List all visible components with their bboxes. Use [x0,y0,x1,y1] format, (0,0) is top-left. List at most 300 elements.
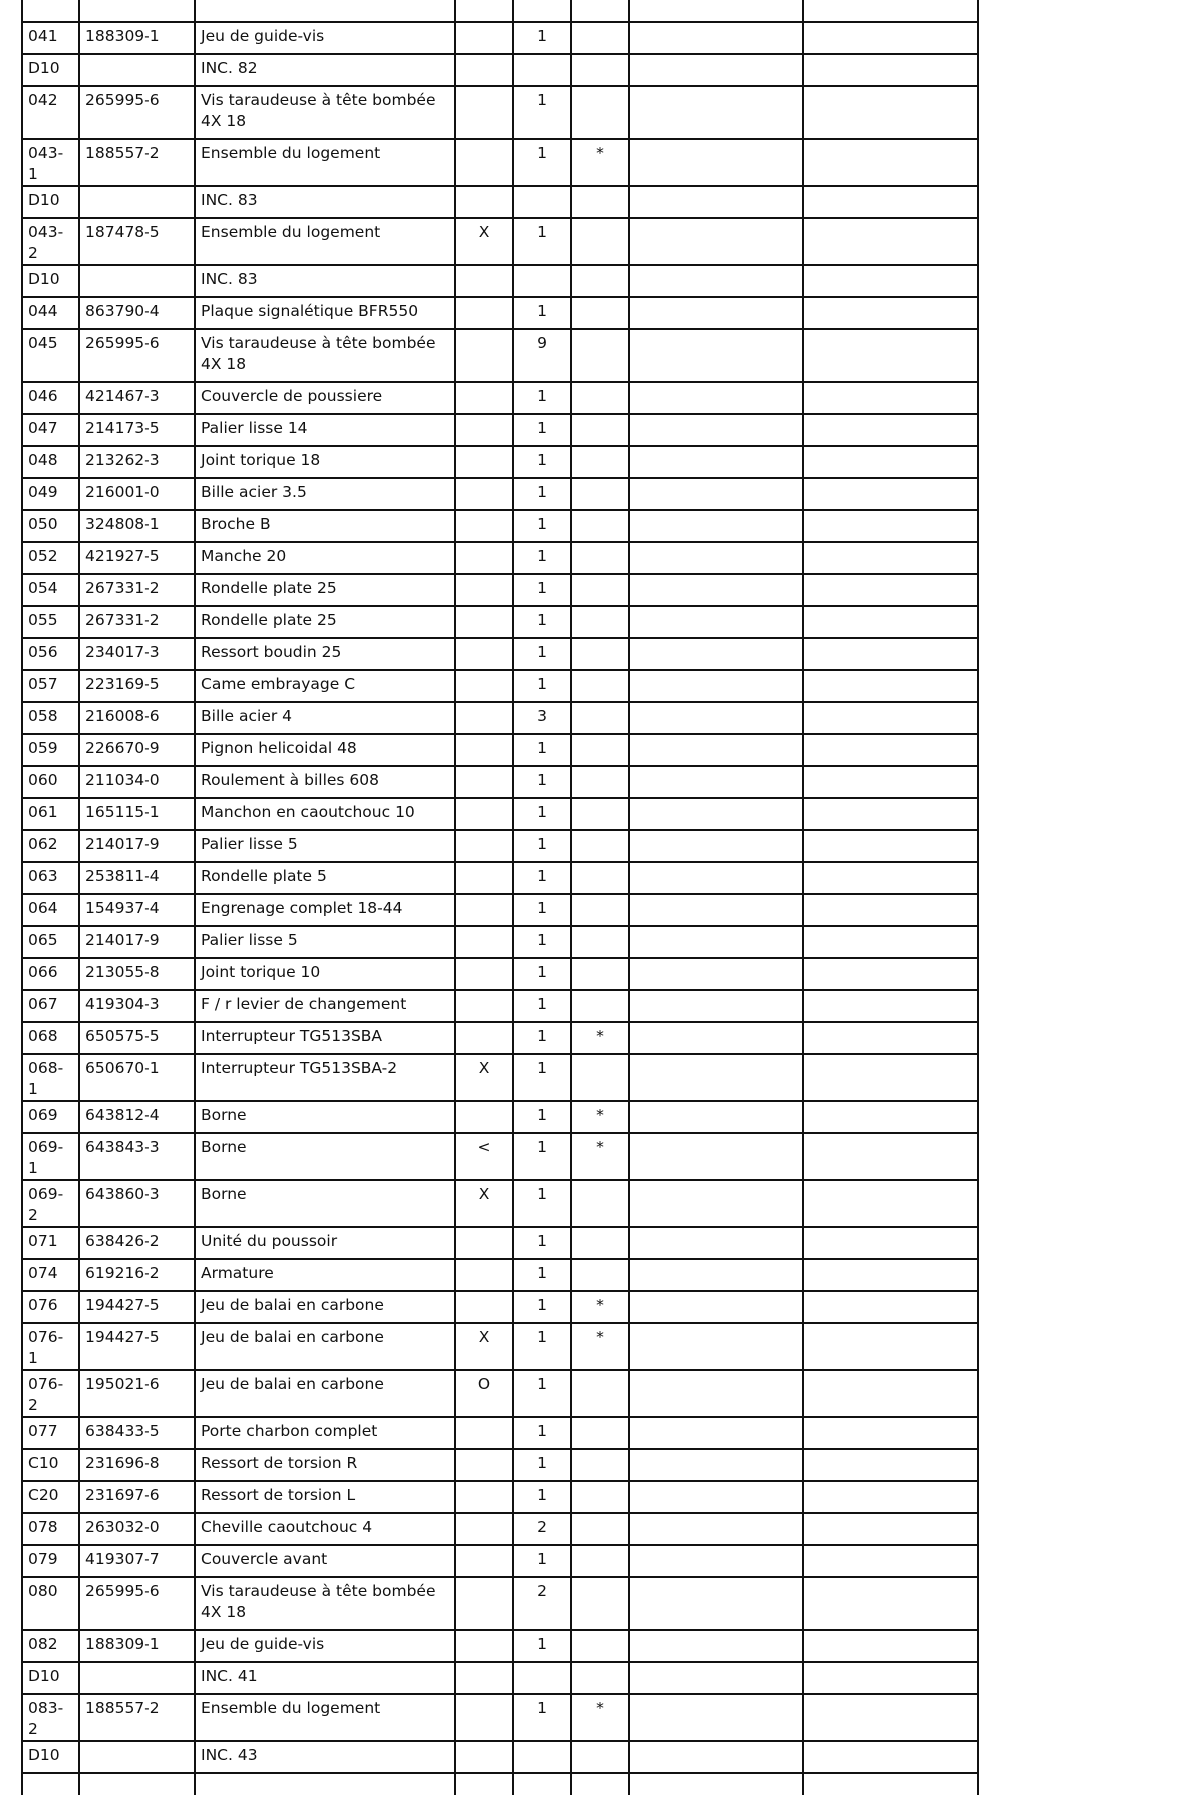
note-cell [629,798,803,830]
part-number-cell: 638433-5 [79,1417,195,1449]
quantity-cell: 1 [513,1694,571,1741]
mark-cell [455,798,513,830]
part-number-cell: 188557-2 [79,1694,195,1741]
quantity-cell: 1 [513,926,571,958]
description-cell: Jeu de balai en carbone [195,1370,455,1417]
mark-cell [455,1259,513,1291]
note-cell [629,54,803,86]
note-cell [803,329,978,382]
table-row [22,1449,978,1481]
mark-cell [455,1662,513,1694]
description-cell: INC. 43 [195,1741,455,1773]
part-number-cell: 265995-6 [79,329,195,382]
part-number-cell: 643843-3 [79,1133,195,1180]
note-cell [803,1694,978,1741]
note-cell [803,1545,978,1577]
note-cell [803,1101,978,1133]
parts-list-sheet [21,0,977,1795]
part-number-cell: 187478-5 [79,218,195,265]
part-number-cell: 267331-2 [79,574,195,606]
parts-table-body [22,0,978,1795]
mark-cell [455,1694,513,1741]
table-row [22,478,978,510]
note-cell [803,1513,978,1545]
part-number-cell: 863790-4 [79,297,195,329]
flag-cell [571,478,629,510]
item-number-cell: 076 [22,1291,79,1323]
table-row [22,22,978,54]
quantity-cell [513,265,571,297]
table-row [22,542,978,574]
description-cell: Rondelle plate 5 [195,862,455,894]
mark-cell [455,86,513,139]
note-cell [629,1323,803,1370]
item-number-cell: D10 [22,265,79,297]
item-number-cell: 069 [22,1101,79,1133]
description-cell: Bille acier 4 [195,702,455,734]
flag-cell [571,1545,629,1577]
table-row [22,1022,978,1054]
note-cell [629,734,803,766]
table-row [22,734,978,766]
note-cell [803,186,978,218]
flag-cell [571,606,629,638]
note-cell [803,830,978,862]
item-number-cell: 083-2 [22,1694,79,1741]
quantity-cell: 2 [513,1513,571,1545]
note-cell [629,1513,803,1545]
item-number-cell: C20 [22,1481,79,1513]
item-number-cell: D10 [22,186,79,218]
description-cell: Unité du poussoir [195,1227,455,1259]
quantity-cell: 1 [513,446,571,478]
item-number-cell: 066 [22,958,79,990]
mark-cell [455,1417,513,1449]
flag-cell [571,798,629,830]
description-cell: Manchon en caoutchouc 10 [195,798,455,830]
note-cell [629,958,803,990]
mark-cell [455,926,513,958]
flag-cell: * [571,1694,629,1741]
table-row [22,139,978,186]
item-number-cell: 068 [22,1022,79,1054]
note-cell [629,894,803,926]
item-number-cell: 045 [22,329,79,382]
flag-cell [571,862,629,894]
mark-cell [455,446,513,478]
item-number-cell: D10 [22,1662,79,1694]
note-cell [803,86,978,139]
flag-cell [571,186,629,218]
note-cell [629,606,803,638]
flag-cell [571,329,629,382]
item-number-cell: 069-1 [22,1133,79,1180]
item-number-cell: 077 [22,1417,79,1449]
mark-cell [455,1291,513,1323]
part-number-cell: 213262-3 [79,446,195,478]
quantity-cell: 9 [513,329,571,382]
table-row [22,54,978,86]
part-number-cell: 194427-5 [79,1323,195,1370]
quantity-cell: 1 [513,1101,571,1133]
description-cell: Armature [195,1259,455,1291]
note-cell [803,734,978,766]
table-row [22,1370,978,1417]
quantity-cell: 1 [513,1449,571,1481]
quantity-cell: 1 [513,1291,571,1323]
description-cell: Borne [195,1180,455,1227]
quantity-cell: 1 [513,139,571,186]
flag-cell [571,990,629,1022]
flag-cell [571,297,629,329]
quantity-cell: 1 [513,606,571,638]
part-number-cell: 165115-1 [79,798,195,830]
item-number-cell: 064 [22,894,79,926]
quantity-cell: 1 [513,297,571,329]
part-number-cell [79,1741,195,1773]
note-cell [629,218,803,265]
item-number-cell: 059 [22,734,79,766]
item-number-cell: 046 [22,382,79,414]
item-number-cell: 071 [22,1227,79,1259]
quantity-cell: 1 [513,830,571,862]
table-row [22,1694,978,1741]
mark-cell: < [455,1133,513,1180]
item-number-cell: 056 [22,638,79,670]
quantity-cell: 1 [513,670,571,702]
quantity-cell: 1 [513,1370,571,1417]
table-row [22,1545,978,1577]
part-number-cell: 643812-4 [79,1101,195,1133]
part-number-cell: 421467-3 [79,382,195,414]
quantity-cell [513,1741,571,1773]
flag-cell [571,1417,629,1449]
note-cell [629,926,803,958]
item-number-cell: 065 [22,926,79,958]
table-row [22,606,978,638]
mark-cell [455,1101,513,1133]
description-cell: Ressort de torsion R [195,1449,455,1481]
note-cell [803,1323,978,1370]
mark-cell [455,1630,513,1662]
parts-table [21,0,979,1795]
mark-cell [455,265,513,297]
quantity-cell: 1 [513,862,571,894]
note-cell [803,1741,978,1773]
item-number-cell: D10 [22,1741,79,1773]
item-number-cell: 082 [22,1630,79,1662]
table-row [22,297,978,329]
flag-cell: * [571,1323,629,1370]
mark-cell [455,186,513,218]
part-number-cell [79,265,195,297]
mark-cell [455,1513,513,1545]
mark-cell [455,574,513,606]
item-number-cell: 047 [22,414,79,446]
flag-cell [571,446,629,478]
quantity-cell: 1 [513,766,571,798]
note-cell [629,1180,803,1227]
note-cell [803,1227,978,1259]
quantity-cell: 1 [513,894,571,926]
description-cell: Cheville caoutchouc 4 [195,1513,455,1545]
note-cell [629,1545,803,1577]
note-cell [629,265,803,297]
note-cell [803,1022,978,1054]
part-number-cell: 650670-1 [79,1054,195,1101]
part-number-cell: 211034-0 [79,766,195,798]
description-cell: Couvercle de poussiere [195,382,455,414]
description-cell: Palier lisse 5 [195,926,455,958]
table-row [22,1133,978,1180]
description-cell: INC. 83 [195,186,455,218]
flag-cell [571,1662,629,1694]
mark-cell [455,22,513,54]
note-cell [803,414,978,446]
note-cell [629,1227,803,1259]
note-cell [803,510,978,542]
note-cell [803,894,978,926]
table-row [22,1054,978,1101]
mark-cell: X [455,1323,513,1370]
mark-cell [455,1227,513,1259]
table-row [22,1630,978,1662]
part-number-cell: 643860-3 [79,1180,195,1227]
note-cell [629,1694,803,1741]
note-cell [803,1054,978,1101]
note-cell [629,478,803,510]
table-row [22,1259,978,1291]
note-cell [629,1449,803,1481]
table-row [22,218,978,265]
quantity-cell: 1 [513,414,571,446]
quantity-cell: 1 [513,382,571,414]
quantity-cell: 3 [513,702,571,734]
mark-cell [455,638,513,670]
part-number-cell: 419304-3 [79,990,195,1022]
table-row [22,86,978,139]
table-row [22,414,978,446]
note-cell [629,1133,803,1180]
table-row [22,1577,978,1630]
table-row [22,894,978,926]
note-cell [629,1577,803,1630]
note-cell [629,1291,803,1323]
flag-cell [571,86,629,139]
quantity-cell: 1 [513,574,571,606]
note-cell [629,542,803,574]
note-cell [803,990,978,1022]
note-cell [629,638,803,670]
item-number-cell: 055 [22,606,79,638]
mark-cell [455,297,513,329]
quantity-cell: 1 [513,638,571,670]
mark-cell [455,766,513,798]
part-number-cell: 265995-6 [79,1577,195,1630]
note-cell [803,1630,978,1662]
description-cell: Plaque signalétique BFR550 [195,297,455,329]
flag-cell [571,958,629,990]
note-cell [629,1101,803,1133]
table-row [22,670,978,702]
note-cell [629,446,803,478]
note-cell [803,1577,978,1630]
quantity-cell [513,1662,571,1694]
note-cell [629,1022,803,1054]
flag-cell [571,54,629,86]
flag-cell [571,265,629,297]
mark-cell [455,894,513,926]
quantity-cell [513,186,571,218]
flag-cell [571,1741,629,1773]
flag-cell [571,382,629,414]
quantity-cell: 2 [513,1577,571,1630]
note-cell [629,670,803,702]
part-number-cell: 188309-1 [79,1630,195,1662]
description-cell: Ressort boudin 25 [195,638,455,670]
note-cell [629,382,803,414]
table-row [22,862,978,894]
description-cell: Jeu de balai en carbone [195,1291,455,1323]
item-number-cell: 076-1 [22,1323,79,1370]
flag-cell [571,1180,629,1227]
description-cell: Bille acier 3.5 [195,478,455,510]
note-cell [629,139,803,186]
note-cell [803,218,978,265]
note-cell [629,1370,803,1417]
flag-cell [571,894,629,926]
flag-cell [571,926,629,958]
note-cell [803,265,978,297]
description-cell: Rondelle plate 25 [195,574,455,606]
flag-cell [571,670,629,702]
part-number-cell: 223169-5 [79,670,195,702]
flag-cell [571,766,629,798]
mark-cell [455,990,513,1022]
item-number-cell: 054 [22,574,79,606]
part-number-cell: 265995-6 [79,86,195,139]
item-number-cell: C10 [22,1449,79,1481]
mark-cell [455,510,513,542]
note-cell [629,22,803,54]
flag-cell [571,830,629,862]
description-cell: INC. 82 [195,54,455,86]
part-number-cell: 324808-1 [79,510,195,542]
part-number-cell: 421927-5 [79,542,195,574]
table-row [22,510,978,542]
description-cell: Jeu de guide-vis [195,22,455,54]
description-cell: Ressort de torsion L [195,1481,455,1513]
item-number-cell: 079 [22,1545,79,1577]
table-row [22,186,978,218]
note-cell [803,22,978,54]
mark-cell [455,670,513,702]
quantity-cell: 1 [513,86,571,139]
part-number-cell [79,54,195,86]
mark-cell: X [455,1054,513,1101]
quantity-cell: 1 [513,1133,571,1180]
table-row [22,1291,978,1323]
flag-cell [571,218,629,265]
mark-cell [455,1741,513,1773]
item-number-cell: 044 [22,297,79,329]
flag-cell [571,1259,629,1291]
note-cell [629,414,803,446]
note-cell [629,1662,803,1694]
part-number-cell: 231697-6 [79,1481,195,1513]
quantity-cell: 1 [513,1180,571,1227]
mark-cell [455,1022,513,1054]
mark-cell [455,958,513,990]
description-cell: INC. 41 [195,1662,455,1694]
table-row [22,1323,978,1370]
quantity-cell: 1 [513,510,571,542]
mark-cell [455,734,513,766]
part-number-cell: 226670-9 [79,734,195,766]
mark-cell [455,329,513,382]
note-cell [629,862,803,894]
mark-cell [455,830,513,862]
quantity-cell: 1 [513,1481,571,1513]
note-cell [803,1449,978,1481]
mark-cell: O [455,1370,513,1417]
note-cell [803,542,978,574]
mark-cell [455,542,513,574]
mark-cell [455,139,513,186]
flag-cell [571,734,629,766]
item-number-cell: 078 [22,1513,79,1545]
quantity-cell: 1 [513,542,571,574]
part-number-cell: 213055-8 [79,958,195,990]
part-number-cell: 214017-9 [79,926,195,958]
note-cell [629,830,803,862]
mark-cell [455,1481,513,1513]
description-cell: Came embrayage C [195,670,455,702]
table-row [22,574,978,606]
mark-cell [455,862,513,894]
quantity-cell: 1 [513,1259,571,1291]
item-number-cell: 052 [22,542,79,574]
quantity-cell: 1 [513,1227,571,1259]
flag-cell [571,638,629,670]
description-cell: Borne [195,1133,455,1180]
table-row [22,1513,978,1545]
description-cell: Vis taraudeuse à tête bombée 4X 18 [195,86,455,139]
part-number-cell: 216001-0 [79,478,195,510]
description-cell: Palier lisse 14 [195,414,455,446]
quantity-cell: 1 [513,798,571,830]
note-cell [629,766,803,798]
note-cell [803,926,978,958]
item-number-cell: 069-2 [22,1180,79,1227]
flag-cell: * [571,1022,629,1054]
note-cell [803,1180,978,1227]
note-cell [803,1370,978,1417]
table-row [22,798,978,830]
part-number-cell: 234017-3 [79,638,195,670]
description-cell: Vis taraudeuse à tête bombée 4X 18 [195,1577,455,1630]
flag-cell [571,1630,629,1662]
note-cell [629,574,803,606]
flag-cell [571,1449,629,1481]
description-cell: Vis taraudeuse à tête bombée 4X 18 [195,329,455,382]
quantity-cell: 1 [513,22,571,54]
table-row [22,446,978,478]
flag-cell: * [571,1133,629,1180]
part-number-cell [79,186,195,218]
description-cell: Engrenage complet 18-44 [195,894,455,926]
note-cell [629,297,803,329]
